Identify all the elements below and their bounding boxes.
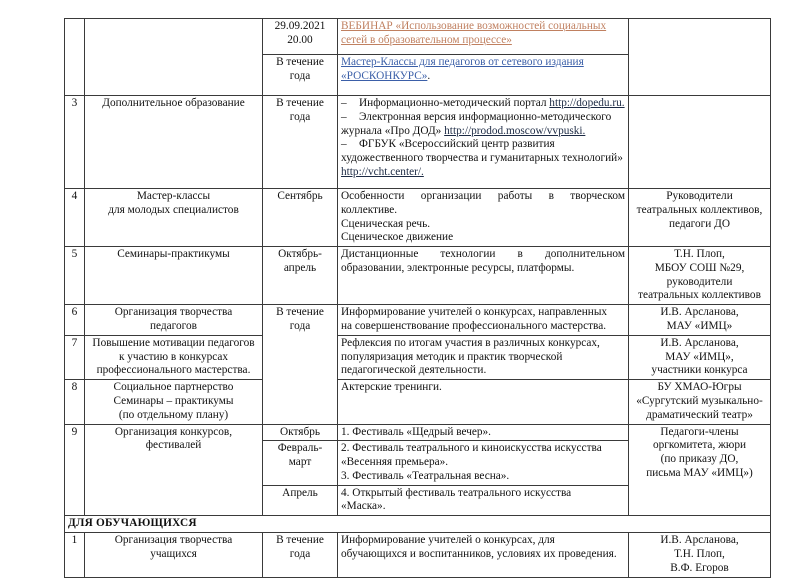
content-line-1: Рефлексия по итогам участия в различных конкурсах, — [341, 336, 600, 349]
date-line-1: Февраль- — [277, 442, 323, 455]
date-line-2: года — [289, 69, 311, 82]
responsible-line-3: педагоги ДО — [668, 217, 731, 230]
content-line-1: 1. Фестиваль «Щедрый вечер». — [341, 425, 492, 438]
event-line-1: Организация творчества — [114, 533, 233, 546]
date-line-1: В течение — [276, 533, 324, 546]
date-line-1: Октябрь- — [278, 248, 322, 261]
cell-number: 9 — [65, 424, 85, 516]
cell-responsible — [629, 96, 771, 189]
responsible-line-1: БУ ХМАО-Югры — [657, 381, 742, 394]
cell-event — [85, 335, 263, 379]
date-line-2: апрель — [283, 261, 317, 274]
list-item-text: ФГБУК «Всероссийский центр развития художественного творчества и гуманитарных технологий» — [341, 138, 623, 165]
content-line-1: Информирование учителей о конкурсах, направленных — [341, 306, 608, 319]
responsible-line-2: оргкомитета, жюри — [652, 439, 747, 452]
responsible-line-3: (по приказу ДО, — [660, 453, 739, 466]
cell-content — [338, 55, 629, 96]
event-line-2: фестивалей — [145, 439, 202, 452]
cell-date: Апрель — [263, 485, 338, 516]
cell-responsible — [629, 247, 771, 305]
date-line-1: В течение — [276, 56, 324, 68]
content-line-1: Особенности организации работы в творческом коллективе. — [341, 190, 625, 216]
webinar-link[interactable]: ВЕБИНАР «Использование возможностей социальных сетей в образовательном процессе» — [341, 20, 607, 46]
content-line-2: на совершенствование профессионального мастерства. — [341, 320, 607, 333]
responsible-line-1: Т.Н. Плоп, — [674, 248, 725, 261]
cell-date — [263, 19, 338, 55]
content-line-1: Актерские тренинги. — [341, 381, 442, 394]
cell-responsible — [629, 532, 771, 577]
event-line-2: к участию в конкурсах — [118, 350, 229, 363]
cell-number: 1 — [65, 532, 85, 577]
list-item — [341, 97, 625, 111]
responsible-line-3: руководители — [666, 275, 733, 288]
section-header: ДЛЯ ОБУЧАЮЩИХСЯ — [65, 516, 771, 533]
vcht-link[interactable]: http://vcht.center/. — [341, 165, 424, 178]
cell-content — [338, 441, 629, 485]
portal-list — [341, 97, 625, 180]
event-line-2: для молодых специалистов — [108, 203, 239, 216]
content-line-3: педагогической деятельности. — [341, 364, 487, 377]
cell-event: Семинары-практикумы — [85, 247, 263, 305]
event-line-3: (по отдельному плану) — [118, 408, 229, 421]
cell-responsible — [629, 424, 771, 516]
date-line-2: года — [289, 320, 311, 333]
table-row — [65, 19, 771, 55]
plan-table — [64, 18, 771, 578]
event-line-1: Повышение мотивации педагогов — [92, 336, 255, 349]
content-line-2: Сценическая речь. — [341, 217, 431, 230]
cell-number — [65, 19, 85, 96]
dash-icon: – — [341, 110, 347, 123]
table-row — [65, 247, 771, 305]
cell-number: 7 — [65, 335, 85, 379]
cell-content — [338, 96, 629, 189]
cell-date — [263, 532, 338, 577]
content-line-3: 3. Фестиваль «Театральная весна». — [341, 469, 510, 482]
date-line-1: 29.09.2021 — [274, 20, 326, 32]
date-line-2: года — [289, 547, 311, 560]
cell-content — [338, 380, 629, 424]
date-line-2: март — [288, 456, 312, 469]
prodod-link[interactable]: http://prodod.moscow/vvpuski. — [444, 124, 586, 137]
cell-responsible — [629, 335, 771, 379]
cell-event — [85, 19, 263, 96]
content-line-1: Информирование учителей о конкурсах, для — [341, 533, 555, 546]
cell-responsible — [629, 189, 771, 247]
cell-responsible — [629, 380, 771, 424]
cell-number: 3 — [65, 96, 85, 189]
responsible-line-3: драматический театр» — [646, 408, 753, 421]
cell-date — [263, 305, 338, 424]
event-line-1: Организация конкурсов, — [114, 425, 233, 438]
cell-responsible — [629, 19, 771, 96]
table-row — [65, 380, 771, 424]
responsible-line-2: Т.Н. Плоп, — [674, 547, 725, 560]
cell-event — [85, 532, 263, 577]
responsible-line-2: МАУ «ИМЦ», — [665, 350, 734, 363]
responsible-line-2: МБОУ СОШ №29, — [654, 261, 745, 274]
content-line-2: обучающихся и воспитанников, условиях их проведения. — [341, 547, 617, 560]
responsible-line-3: В.Ф. Егоров — [670, 561, 729, 574]
responsible-line-4: театральных коллективов — [638, 289, 761, 302]
cell-date: Сентябрь — [263, 189, 338, 247]
event-line-1: Организация творчества — [114, 306, 233, 319]
table-row — [65, 532, 771, 577]
cell-content — [338, 424, 629, 441]
responsible-line-2: «Сургутский музыкально- — [636, 394, 763, 407]
cell-number: 6 — [65, 305, 85, 336]
responsible-line-1: Руководители — [666, 190, 733, 202]
cell-event — [85, 424, 263, 516]
date-line-2: года — [289, 110, 311, 123]
content-line-2: «Весенняя премьера». — [341, 456, 449, 469]
event-line-1: Мастер-классы — [136, 190, 211, 202]
cell-date — [263, 55, 338, 96]
responsible-line-2: МАУ «ИМЦ» — [666, 320, 733, 333]
table-row — [65, 305, 771, 336]
cell-content — [338, 189, 629, 247]
cell-content — [338, 305, 629, 336]
content-tail: . — [427, 69, 431, 82]
cell-event: Дополнительное образование — [85, 96, 263, 189]
table-row — [65, 424, 771, 441]
list-item — [341, 111, 625, 139]
event-line-2: Семинары – практикумы — [113, 394, 234, 407]
event-line-1: Социальное партнерство — [113, 381, 234, 394]
content-line-1: 4. Открытый фестиваль театрального искусства — [341, 486, 572, 499]
cell-content — [338, 532, 629, 577]
table-row — [65, 96, 771, 189]
dash-icon: – — [341, 97, 347, 109]
responsible-line-3: участники конкурса — [651, 364, 748, 377]
cell-number: 5 — [65, 247, 85, 305]
event-line-3: профессионального мастерства. — [96, 364, 251, 377]
cell-date — [263, 96, 338, 189]
date-line-1: В течение — [276, 97, 324, 109]
date-line-1: В течение — [276, 306, 324, 319]
content-line-2: популяризация методик и практик творческой — [341, 350, 563, 363]
table-row — [65, 189, 771, 247]
table-row — [65, 335, 771, 379]
section-header-row — [65, 516, 771, 533]
cell-event — [85, 189, 263, 247]
dash-icon: – — [341, 138, 347, 151]
cell-content: Дистанционные технологии в дополнительном образовании, электронные ресурсы, платформы. — [338, 247, 629, 305]
list-item — [341, 138, 625, 179]
cell-number: 8 — [65, 380, 85, 424]
responsible-line-1: И.В. Арсланова, — [660, 533, 739, 546]
event-line-2: учащихся — [150, 547, 197, 560]
list-item-text: Информационно-методический портал — [359, 97, 550, 109]
responsible-line-1: Педагоги-члены — [660, 425, 739, 438]
responsible-line-2: театральных коллективов, — [636, 203, 763, 216]
responsible-line-1: И.В. Арсланова, — [660, 306, 739, 319]
responsible-line-1: И.В. Арсланова, — [660, 336, 739, 349]
content-line-1: 2. Фестиваль театрального и киноискусства искусства — [341, 442, 602, 455]
cell-responsible — [629, 305, 771, 336]
date-line-2: 20.00 — [287, 33, 313, 46]
content-line-2: «Маска». — [341, 500, 386, 513]
responsible-line-4: письма МАУ «ИМЦ») — [646, 466, 753, 479]
content-line-3: Сценическое движение — [341, 231, 454, 244]
dopedu-link[interactable]: http://dopedu.ru. — [549, 97, 625, 109]
cell-date — [263, 441, 338, 485]
roskonkurs-link[interactable]: Мастер-Классы для педагогов от сетевого издания «РОСКОНКУРС» — [341, 56, 584, 82]
cell-number: 4 — [65, 189, 85, 247]
cell-date: Октябрь — [263, 424, 338, 441]
cell-content — [338, 19, 629, 55]
event-line-2: педагогов — [149, 320, 197, 333]
cell-content — [338, 485, 629, 516]
cell-date — [263, 247, 338, 305]
list-item-text: Электронная версия информационно-методического журнала «Про ДОД» — [341, 110, 612, 137]
cell-content — [338, 335, 629, 379]
cell-event — [85, 380, 263, 424]
cell-event — [85, 305, 263, 336]
